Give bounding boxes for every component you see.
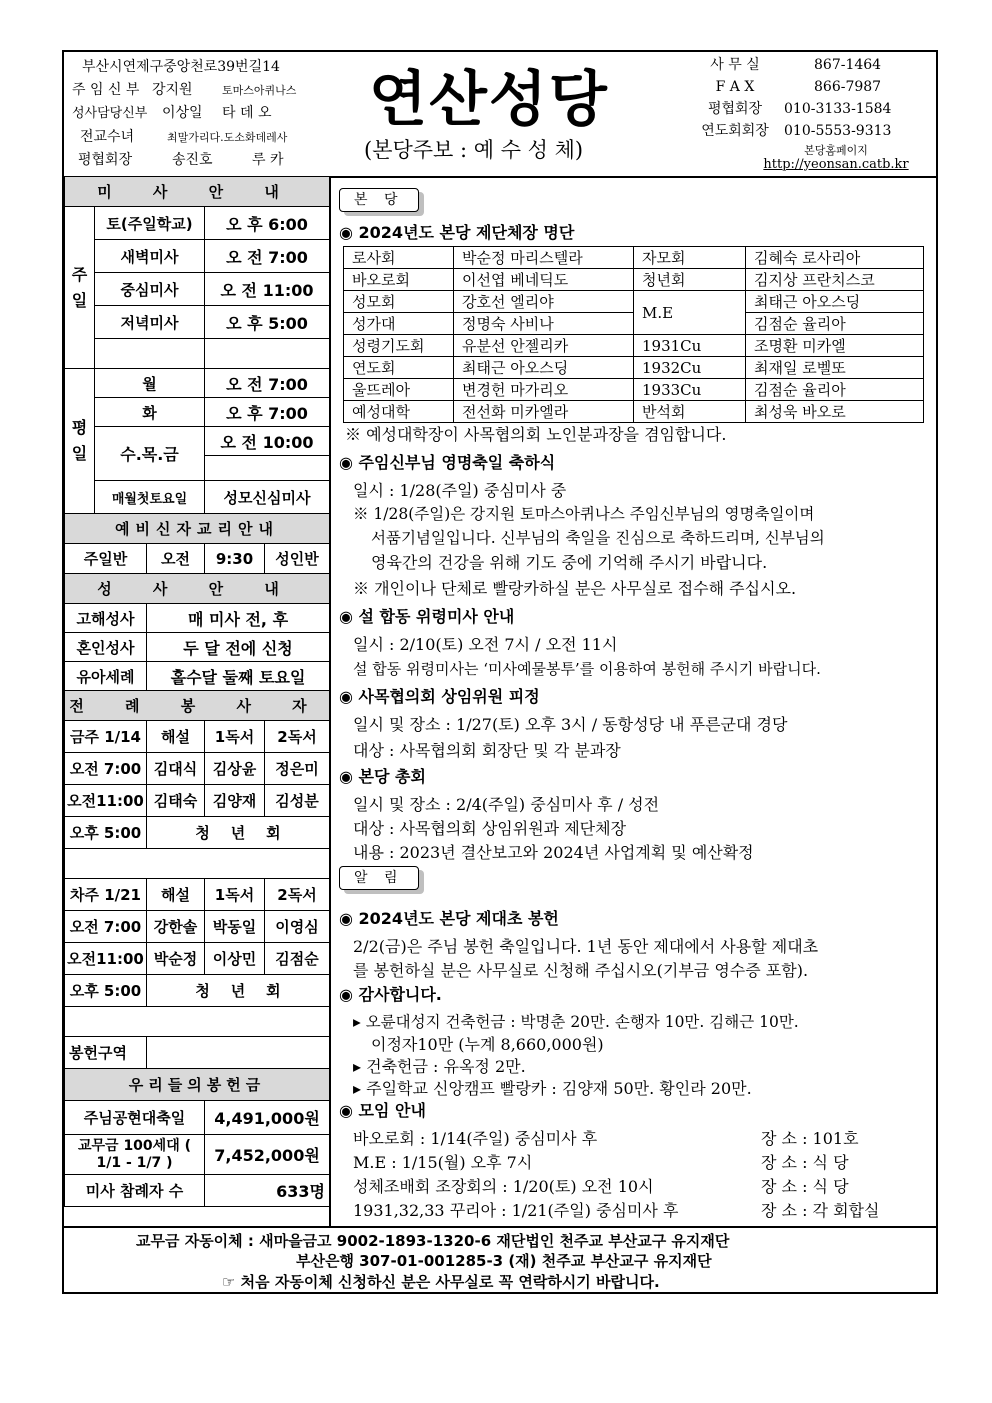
general-line: 내용 : 2023년 결산보고와 2024년 사업계획 및 예산확정 <box>353 843 754 862</box>
thanks-line: ▸ 건축헌금 : 유옥정 2만. <box>353 1057 526 1076</box>
altar-group: 1932Cu <box>634 357 746 379</box>
first-saturday-mass: 성모신심미사 <box>205 481 330 514</box>
feast-line: ※ 개인이나 단체로 빨랑카하실 분은 사무실로 접수해 주십시오. <box>353 579 797 598</box>
altar-leader: 유분선 안젤리카 <box>454 335 634 357</box>
sacrament-name: 고해성사 <box>65 604 147 633</box>
altar-leader: 조명환 미카엘 <box>746 335 924 357</box>
altar-leader: 최태근 아오스딩 <box>746 291 924 313</box>
sacrament-desc: 홀수달 둘째 토요일 <box>147 662 330 691</box>
meeting-text: 1931,32,33 꾸리아 : 1/21(주일) 중심미사 후 <box>353 1201 679 1220</box>
liturgy-col: 해설 <box>147 721 205 753</box>
address: 부산시연제구중앙천로39번길14 <box>82 59 280 75</box>
liturgy-col: 2독서 <box>265 879 330 911</box>
liturgy-person: 김상윤 <box>205 753 265 785</box>
staff-council-president: 평협회장 송진호 루 카 <box>78 152 284 168</box>
tab-parish: 본 당 <box>339 188 419 212</box>
feast-line: ※ 1/28(주일)은 강지원 토마스아퀴나스 주임신부님의 영명축일이며 <box>353 505 815 523</box>
liturgy-col: 1독서 <box>205 721 265 753</box>
homepage: 본당홈페이지 http://yeonsan.catb.kr <box>726 144 946 172</box>
altar-leader: 최태근 아오스딩 <box>454 357 634 379</box>
right-column <box>331 176 936 1226</box>
meeting-text: 성체조배회 조장회의 : 1/20(토) 오전 10시 <box>353 1177 654 1196</box>
general-line: 일시 및 장소 : 2/4(주일) 중심미사 후 / 성전 <box>353 795 660 814</box>
liturgy-person: 김대식 <box>147 753 205 785</box>
mass-time: 오 후 7:00 <box>205 398 330 427</box>
mass-name: 토(주일학교) <box>95 207 205 240</box>
sacrament-desc: 매 미사 전, 후 <box>147 604 330 633</box>
mass-time: 오 전 11:00 <box>205 273 330 306</box>
mass-name: 화 <box>95 398 205 427</box>
liturgy-person: 박동일 <box>205 911 265 943</box>
altar-leader: 전선화 미카엘라 <box>454 401 634 423</box>
thanks-title: ◉ 감사합니다. <box>339 985 442 1004</box>
offering-value: 7,452,000원 <box>205 1135 330 1175</box>
liturgy-group: 청 년 회 <box>147 817 330 849</box>
altar-leader: 최재일 로벨또 <box>746 357 924 379</box>
mass-title: 미 사 안 내 <box>65 177 330 207</box>
altar-leader: 이선엽 베네딕도 <box>454 269 634 291</box>
mass-time: 오 전 7:00 <box>205 369 330 398</box>
tab-notice: 알 림 <box>339 866 419 890</box>
catechumen-time: 9:30 <box>205 544 265 574</box>
liturgy-time: 오후 5:00 <box>65 975 147 1007</box>
meeting-place: 장 소 : 식 당 <box>761 1177 849 1196</box>
offering-name: 교무금 100세대 ( 1/1 - 1/7 ) <box>65 1135 205 1175</box>
thanks-line: 이정자10만 (누계 8,660,000원) <box>371 1035 604 1054</box>
altar-leader: 김지상 프란치스코 <box>746 269 924 291</box>
newyear-line: 일시 : 2/10(토) 오전 7시 / 오전 11시 <box>353 635 618 654</box>
council-title: ◉ 사목협의회 상임위원 피정 <box>339 687 540 706</box>
offering-name: 주님공현대축일 <box>65 1101 205 1135</box>
liturgy-title: 전 례 봉 사 자 <box>65 691 330 721</box>
sunday-label: 주일 <box>65 207 95 369</box>
district-label: 봉헌구역 <box>65 1037 147 1069</box>
contact-office: 사 무 실 867-1464 <box>710 57 882 73</box>
sacrament-title: 성 사 안 내 <box>65 574 330 604</box>
altar-group: 울뜨레아 <box>344 379 454 401</box>
altar-group: 자모회 <box>634 247 746 269</box>
mass-name: 수.목.금 <box>95 427 205 481</box>
liturgy-person: 이상민 <box>205 943 265 975</box>
newyear-line: 설 합동 위령미사는 ‘미사예물봉투’를 이용하여 봉헌해 주시기 바랍니다. <box>353 660 821 678</box>
liturgy-time: 오후 5:00 <box>65 817 147 849</box>
thanks-line: ▸ 오륜대성지 건축헌금 : 박명춘 20만. 손행자 10만. 김해근 10만. <box>353 1013 799 1031</box>
liturgy-time: 오전 7:00 <box>65 911 147 943</box>
council-line: 대상 : 사목협의회 회장단 및 각 분과장 <box>353 741 621 760</box>
footer-account-2: 부산은행 307-01-001285-3 (재) 천주교 부산교구 유지재단 <box>296 1252 712 1270</box>
first-saturday-name: 매월첫토요일 <box>95 481 205 514</box>
altar-group: 예성대학 <box>344 401 454 423</box>
meeting-place: 장 소 : 식 당 <box>761 1153 849 1172</box>
general-line: 대상 : 사목협의회 상임위원과 제단체장 <box>353 819 627 838</box>
offering-value: 4,491,000원 <box>205 1101 330 1135</box>
candle-line: 2/2(금)은 주님 봉헌 축일입니다. 1년 동안 제대에서 사용할 제대초 <box>353 937 819 956</box>
altar-group: 로사회 <box>344 247 454 269</box>
thanks-line: ▸ 주일학교 신앙캠프 빨랑카 : 김양재 50만. 황인라 20만. <box>353 1079 752 1098</box>
altar-group: M.E <box>634 291 746 335</box>
liturgy-person: 김태숙 <box>147 785 205 817</box>
catechumen-type: 성인반 <box>265 544 330 574</box>
altar-leader: 강호선 엘리야 <box>454 291 634 313</box>
offering-value: 633명 <box>205 1175 330 1207</box>
header-info <box>72 56 332 172</box>
offering-name: 미사 참례자 수 <box>65 1175 205 1207</box>
weekday-label: 평일 <box>65 369 95 514</box>
newyear-title: ◉ 설 합동 위령미사 안내 <box>339 607 515 626</box>
info-table <box>64 176 330 1207</box>
altar-table <box>343 246 924 423</box>
candle-title: ◉ 2024년도 본당 제대초 봉헌 <box>339 909 559 928</box>
mass-name: 월 <box>95 369 205 398</box>
mass-name: 새벽미사 <box>95 240 205 273</box>
footer-account-1: 교무금 자동이체 : 새마을금고 9002-1893-1320-6 재단법인 천주교 부산교구 유지재단 <box>136 1232 730 1250</box>
liturgy-person: 정은미 <box>265 753 330 785</box>
contact-yeondo: 연도회회장 010-5553-9313 <box>701 123 892 139</box>
catechumen-ampm: 오전 <box>147 544 205 574</box>
liturgy-col: 2독서 <box>265 721 330 753</box>
liturgy-person: 김점순 <box>265 943 330 975</box>
altar-leader: 김점순 율리아 <box>746 379 924 401</box>
liturgy-person: 김양재 <box>205 785 265 817</box>
altar-title: ◉ 2024년도 본당 제단체장 명단 <box>339 223 575 242</box>
altar-group: 반석회 <box>634 401 746 423</box>
liturgy-col: 1독서 <box>205 879 265 911</box>
page-title: 연산성당 <box>369 65 609 135</box>
staff-sacrament-priest: 성사담당신부 이상일 타 데 오 <box>72 105 272 121</box>
staff-sister: 전교수녀 최말가리다.도소화데레사 <box>80 128 288 145</box>
altar-leader: 김점순 율리아 <box>746 313 924 335</box>
altar-leader: 변경헌 마가리오 <box>454 379 634 401</box>
liturgy-time: 오전11:00 <box>65 785 147 817</box>
altar-leader: 박순정 마리스텔라 <box>454 247 634 269</box>
homepage-link[interactable]: http://yeonsan.catb.kr <box>763 157 909 172</box>
left-column <box>64 176 331 1226</box>
general-title: ◉ 본당 총회 <box>339 767 426 786</box>
contact-fax: F A X 866-7987 <box>715 79 882 95</box>
liturgy-week: 차주 1/21 <box>65 879 147 911</box>
contact-council: 평협회장 010-3133-1584 <box>707 101 892 117</box>
altar-group: 성가대 <box>344 313 454 335</box>
catechumen-title: 예비신자교리안내 <box>65 514 330 544</box>
liturgy-time: 오전 7:00 <box>65 753 147 785</box>
altar-group: 1931Cu <box>634 335 746 357</box>
bulletin-frame <box>62 50 938 1294</box>
altar-leader: 정명숙 사비나 <box>454 313 634 335</box>
catechumen-class: 주일반 <box>65 544 147 574</box>
mass-time: 오 전 10:00 <box>205 427 330 456</box>
meeting-text: M.E : 1/15(월) 오후 7시 <box>353 1153 533 1172</box>
altar-leader: 최성욱 바오로 <box>746 401 924 423</box>
feast-line: 일시 : 1/28(주일) 중심미사 중 <box>353 481 567 500</box>
meeting-place: 장 소 : 101호 <box>761 1129 859 1148</box>
sacrament-name: 혼인성사 <box>65 633 147 662</box>
header-contacts <box>686 54 936 172</box>
page-subtitle: (본당주보 : 예 수 성 체) <box>364 138 584 162</box>
altar-note: ※ 예성대학장이 사목협의회 노인분과장을 겸임합니다. <box>345 425 727 444</box>
mass-time: 오 전 7:00 <box>205 240 330 273</box>
altar-group: 연도회 <box>344 357 454 379</box>
feast-line: 영육간의 건강을 위해 기도 중에 기억해 주시기 바랍니다. <box>371 553 768 572</box>
altar-group: 1933Cu <box>634 379 746 401</box>
meeting-place: 장 소 : 각 회합실 <box>761 1201 880 1220</box>
liturgy-group: 청 년 회 <box>147 975 330 1007</box>
liturgy-person: 강한솔 <box>147 911 205 943</box>
offering-title: 우리들의봉헌금 <box>65 1069 330 1101</box>
feast-line: 서품기념일입니다. 신부님의 축일을 진심으로 축하드리며, 신부님의 <box>371 529 825 547</box>
liturgy-person: 박순정 <box>147 943 205 975</box>
candle-line: 를 봉헌하실 분은 사무실로 신청해 주십시오(기부금 영수증 포함). <box>353 961 809 980</box>
mass-time: 오 후 6:00 <box>205 207 330 240</box>
footer <box>64 1226 936 1294</box>
altar-group: 성령기도회 <box>344 335 454 357</box>
mass-time: 오 후 5:00 <box>205 306 330 339</box>
staff-priest: 주 임 신 부 강지원 토마스아퀴나스 <box>72 81 297 98</box>
header <box>64 52 936 178</box>
meeting-text: 바오로회 : 1/14(주일) 중심미사 후 <box>353 1129 598 1148</box>
altar-group: 바오로회 <box>344 269 454 291</box>
liturgy-week: 금주 1/14 <box>65 721 147 753</box>
altar-group: 성모회 <box>344 291 454 313</box>
mass-name: 중심미사 <box>95 273 205 306</box>
altar-leader: 김혜숙 로사리아 <box>746 247 924 269</box>
mass-name: 저녁미사 <box>95 306 205 339</box>
liturgy-col: 해설 <box>147 879 205 911</box>
sacrament-desc: 두 달 전에 신청 <box>147 633 330 662</box>
altar-group: 청년회 <box>634 269 746 291</box>
liturgy-person: 이영심 <box>265 911 330 943</box>
meeting-title: ◉ 모임 안내 <box>339 1101 426 1120</box>
liturgy-time: 오전11:00 <box>65 943 147 975</box>
footer-note: ☞ 처음 자동이체 신청하신 분은 사무실로 꼭 연락하시기 바랍니다. <box>222 1273 660 1291</box>
council-line: 일시 및 장소 : 1/27(토) 오후 3시 / 동항성당 내 푸른군대 경당 <box>353 715 788 734</box>
liturgy-person: 김성분 <box>265 785 330 817</box>
feast-title: ◉ 주임신부님 영명축일 축하식 <box>339 453 556 472</box>
sacrament-name: 유아세례 <box>65 662 147 691</box>
